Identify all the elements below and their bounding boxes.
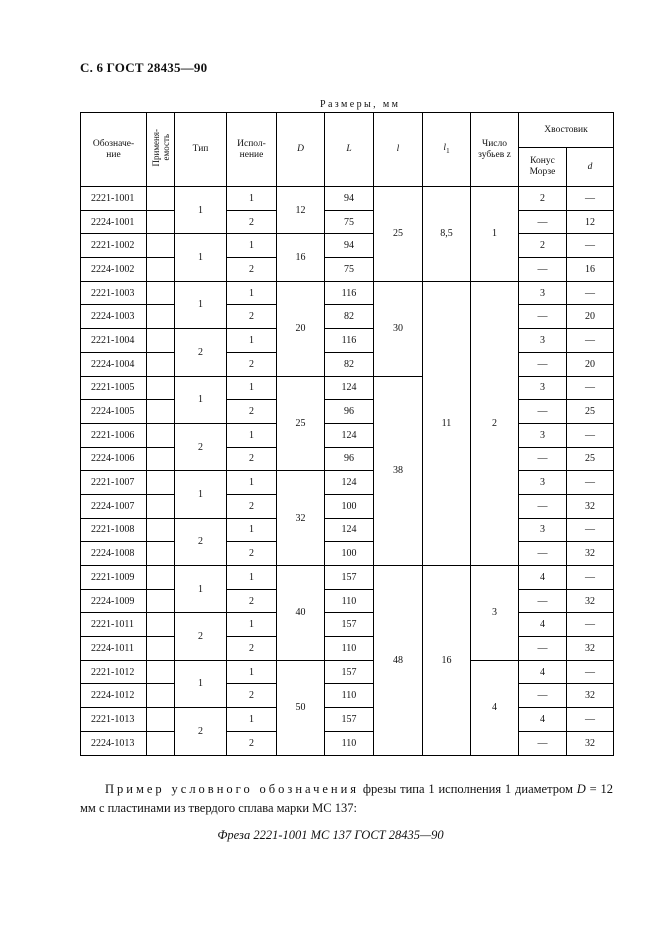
cell-L: 110 bbox=[325, 731, 374, 755]
cell-designation: 2224-1009 bbox=[81, 589, 147, 613]
cell-designation: 2224-1002 bbox=[81, 258, 147, 282]
cell-d: — bbox=[567, 518, 614, 542]
cell-applicability bbox=[147, 305, 175, 329]
cell-D: 40 bbox=[277, 566, 325, 661]
cell-L: 94 bbox=[325, 234, 374, 258]
cell-applicability bbox=[147, 589, 175, 613]
cell-d: — bbox=[567, 281, 614, 305]
cell-execution: 2 bbox=[227, 400, 277, 424]
cell-d: 32 bbox=[567, 684, 614, 708]
cell-applicability bbox=[147, 637, 175, 661]
table-row bbox=[81, 708, 614, 732]
cell-designation: 2224-1005 bbox=[81, 400, 147, 424]
cell-L: 75 bbox=[325, 258, 374, 282]
table-row bbox=[81, 660, 614, 684]
table-row bbox=[81, 637, 614, 661]
table-row bbox=[81, 542, 614, 566]
cell-teeth: 2 bbox=[471, 281, 519, 565]
cell-morse: — bbox=[519, 637, 567, 661]
example-var: D bbox=[576, 782, 586, 796]
cell-L: 75 bbox=[325, 210, 374, 234]
cell-d: — bbox=[567, 708, 614, 732]
cell-morse: 4 bbox=[519, 660, 567, 684]
cell-morse: 3 bbox=[519, 471, 567, 495]
cell-d: — bbox=[567, 234, 614, 258]
cell-morse: 4 bbox=[519, 566, 567, 590]
cell-type: 1 bbox=[175, 660, 227, 707]
cell-applicability bbox=[147, 258, 175, 282]
cell-d: — bbox=[567, 376, 614, 400]
cell-L: 157 bbox=[325, 660, 374, 684]
cell-execution: 1 bbox=[227, 376, 277, 400]
cell-designation: 2224-1007 bbox=[81, 494, 147, 518]
cell-D: 25 bbox=[277, 376, 325, 471]
table-row bbox=[81, 447, 614, 471]
cell-designation: 2221-1009 bbox=[81, 566, 147, 590]
cell-designation: 2221-1002 bbox=[81, 234, 147, 258]
cell-execution: 2 bbox=[227, 352, 277, 376]
cell-type: 1 bbox=[175, 187, 227, 234]
table-row bbox=[81, 494, 614, 518]
cell-L: 110 bbox=[325, 684, 374, 708]
cell-applicability bbox=[147, 329, 175, 353]
cell-d: — bbox=[567, 613, 614, 637]
cell-morse: — bbox=[519, 589, 567, 613]
cell-d: 32 bbox=[567, 589, 614, 613]
cell-applicability bbox=[147, 542, 175, 566]
table-row bbox=[81, 613, 614, 637]
cell-d: — bbox=[567, 423, 614, 447]
table-row bbox=[81, 210, 614, 234]
cell-morse: — bbox=[519, 210, 567, 234]
cell-D: 32 bbox=[277, 471, 325, 566]
header-l1: $l_1$ bbox=[423, 113, 471, 187]
cell-execution: 1 bbox=[227, 708, 277, 732]
cell-designation: 2221-1011 bbox=[81, 613, 147, 637]
cell-L: 100 bbox=[325, 542, 374, 566]
cell-designation: 2224-1013 bbox=[81, 731, 147, 755]
table-row bbox=[81, 684, 614, 708]
table-row bbox=[81, 376, 614, 400]
cell-applicability bbox=[147, 518, 175, 542]
cell-execution: 1 bbox=[227, 660, 277, 684]
example-paragraph bbox=[80, 780, 613, 818]
cell-morse: 3 bbox=[519, 518, 567, 542]
cell-d: 32 bbox=[567, 731, 614, 755]
cell-execution: 1 bbox=[227, 566, 277, 590]
cell-designation: 2221-1004 bbox=[81, 329, 147, 353]
cell-L: 82 bbox=[325, 352, 374, 376]
cell-type: 2 bbox=[175, 613, 227, 660]
cell-type: 1 bbox=[175, 566, 227, 613]
cell-d: — bbox=[567, 329, 614, 353]
cell-applicability bbox=[147, 352, 175, 376]
header-designation: Обозначе- ние bbox=[81, 113, 147, 187]
cell-teeth: 1 bbox=[471, 187, 519, 282]
table-row bbox=[81, 589, 614, 613]
cell-type: 1 bbox=[175, 471, 227, 518]
table-row bbox=[81, 400, 614, 424]
cell-morse: — bbox=[519, 542, 567, 566]
table-row bbox=[81, 305, 614, 329]
cell-morse: — bbox=[519, 494, 567, 518]
cell-morse: 4 bbox=[519, 613, 567, 637]
cell-designation: 2221-1013 bbox=[81, 708, 147, 732]
cell-designation: 2221-1001 bbox=[81, 187, 147, 211]
cell-l1: 11 bbox=[423, 281, 471, 565]
cell-D: 50 bbox=[277, 660, 325, 755]
cell-L: 124 bbox=[325, 423, 374, 447]
cell-applicability bbox=[147, 187, 175, 211]
cell-applicability bbox=[147, 234, 175, 258]
cell-d: 25 bbox=[567, 447, 614, 471]
cell-l: 30 bbox=[374, 281, 423, 376]
cell-execution: 1 bbox=[227, 329, 277, 353]
cell-l: 48 bbox=[374, 566, 423, 756]
cell-l1: 16 bbox=[423, 566, 471, 756]
cell-d: — bbox=[567, 187, 614, 211]
cell-morse: 2 bbox=[519, 187, 567, 211]
cell-morse: 2 bbox=[519, 234, 567, 258]
cell-morse: 3 bbox=[519, 281, 567, 305]
header-L: L bbox=[325, 113, 374, 187]
dimensions-table bbox=[80, 112, 614, 756]
cell-execution: 2 bbox=[227, 447, 277, 471]
cell-morse: — bbox=[519, 684, 567, 708]
cell-applicability bbox=[147, 471, 175, 495]
cell-type: 2 bbox=[175, 423, 227, 470]
cell-applicability bbox=[147, 731, 175, 755]
cell-execution: 1 bbox=[227, 281, 277, 305]
cell-execution: 1 bbox=[227, 518, 277, 542]
cell-type: 2 bbox=[175, 708, 227, 755]
cell-designation: 2224-1012 bbox=[81, 684, 147, 708]
cell-applicability bbox=[147, 613, 175, 637]
example-lead: Пример условного обозначения bbox=[105, 782, 360, 796]
cell-execution: 1 bbox=[227, 613, 277, 637]
cell-D: 16 bbox=[277, 234, 325, 281]
cell-execution: 2 bbox=[227, 210, 277, 234]
cell-applicability bbox=[147, 708, 175, 732]
table-row bbox=[81, 234, 614, 258]
cell-teeth: 3 bbox=[471, 566, 519, 661]
cell-morse: — bbox=[519, 305, 567, 329]
cell-L: 82 bbox=[325, 305, 374, 329]
cell-d: 32 bbox=[567, 637, 614, 661]
cell-type: 1 bbox=[175, 281, 227, 328]
cell-L: 110 bbox=[325, 637, 374, 661]
header-l: l bbox=[374, 113, 423, 187]
cell-designation: 2224-1011 bbox=[81, 637, 147, 661]
table-row bbox=[81, 329, 614, 353]
cell-L: 100 bbox=[325, 494, 374, 518]
cell-d: 32 bbox=[567, 494, 614, 518]
cell-type: 1 bbox=[175, 376, 227, 423]
cell-L: 124 bbox=[325, 376, 374, 400]
cell-L: 96 bbox=[325, 400, 374, 424]
cell-L: 116 bbox=[325, 329, 374, 353]
cell-applicability bbox=[147, 566, 175, 590]
cell-morse: — bbox=[519, 447, 567, 471]
header-shank: Хвостовик bbox=[519, 113, 614, 148]
cell-applicability bbox=[147, 447, 175, 471]
header-d: d bbox=[567, 148, 614, 187]
header-D: D bbox=[277, 113, 325, 187]
cell-L: 96 bbox=[325, 447, 374, 471]
cell-d: 16 bbox=[567, 258, 614, 282]
cell-L: 94 bbox=[325, 187, 374, 211]
cell-l1: 8,5 bbox=[423, 187, 471, 282]
example-text: фрезы типа 1 исполнения 1 диаметром bbox=[359, 782, 577, 796]
cell-execution: 2 bbox=[227, 258, 277, 282]
designation-example: Фреза 2221-1001 МС 137 ГОСТ 28435—90 bbox=[217, 828, 444, 842]
cell-applicability bbox=[147, 376, 175, 400]
cell-applicability bbox=[147, 423, 175, 447]
cell-morse: — bbox=[519, 258, 567, 282]
header-type: Тип bbox=[175, 113, 227, 187]
cell-d: 20 bbox=[567, 352, 614, 376]
cell-morse: — bbox=[519, 352, 567, 376]
header-applicability: Применя- емость bbox=[147, 113, 175, 187]
cell-L: 124 bbox=[325, 471, 374, 495]
table-row bbox=[81, 566, 614, 590]
cell-applicability bbox=[147, 281, 175, 305]
cell-d: — bbox=[567, 566, 614, 590]
cell-D: 12 bbox=[277, 187, 325, 234]
units-caption: Размеры, мм bbox=[320, 99, 401, 110]
cell-execution: 2 bbox=[227, 542, 277, 566]
cell-designation: 2221-1005 bbox=[81, 376, 147, 400]
cell-L: 124 bbox=[325, 518, 374, 542]
cell-execution: 2 bbox=[227, 305, 277, 329]
cell-type: 1 bbox=[175, 234, 227, 281]
cell-applicability bbox=[147, 684, 175, 708]
cell-type: 2 bbox=[175, 518, 227, 565]
cell-d: — bbox=[567, 660, 614, 684]
table-row bbox=[81, 352, 614, 376]
cell-execution: 1 bbox=[227, 187, 277, 211]
cell-morse: 3 bbox=[519, 329, 567, 353]
cell-L: 157 bbox=[325, 708, 374, 732]
cell-designation: 2224-1003 bbox=[81, 305, 147, 329]
example-text2: = 12 мм с пластинами из твердого сплава марки МС 137: bbox=[80, 782, 613, 815]
header-morse: Конус Морзе bbox=[519, 148, 567, 187]
cell-applicability bbox=[147, 400, 175, 424]
cell-d: 12 bbox=[567, 210, 614, 234]
cell-execution: 1 bbox=[227, 471, 277, 495]
header-execution: Испол- нение bbox=[227, 113, 277, 187]
table-row bbox=[81, 518, 614, 542]
cell-execution: 2 bbox=[227, 589, 277, 613]
cell-L: 110 bbox=[325, 589, 374, 613]
cell-L: 157 bbox=[325, 613, 374, 637]
cell-designation: 2221-1007 bbox=[81, 471, 147, 495]
header-teeth: Число зубьев z bbox=[471, 113, 519, 187]
table-row bbox=[81, 258, 614, 282]
table-row bbox=[81, 471, 614, 495]
cell-l: 38 bbox=[374, 376, 423, 566]
cell-applicability bbox=[147, 494, 175, 518]
cell-L: 157 bbox=[325, 566, 374, 590]
cell-designation: 2221-1008 bbox=[81, 518, 147, 542]
page-header: С. 6 ГОСТ 28435—90 bbox=[80, 60, 208, 75]
cell-morse: 4 bbox=[519, 708, 567, 732]
cell-designation: 2221-1003 bbox=[81, 281, 147, 305]
cell-designation: 2224-1001 bbox=[81, 210, 147, 234]
cell-designation: 2224-1006 bbox=[81, 447, 147, 471]
cell-d: 25 bbox=[567, 400, 614, 424]
cell-designation: 2224-1004 bbox=[81, 352, 147, 376]
cell-execution: 2 bbox=[227, 684, 277, 708]
cell-teeth: 4 bbox=[471, 660, 519, 755]
cell-l: 25 bbox=[374, 187, 423, 282]
cell-L: 116 bbox=[325, 281, 374, 305]
cell-execution: 2 bbox=[227, 637, 277, 661]
cell-d: — bbox=[567, 471, 614, 495]
cell-applicability bbox=[147, 210, 175, 234]
cell-D: 20 bbox=[277, 281, 325, 376]
cell-morse: — bbox=[519, 400, 567, 424]
cell-applicability bbox=[147, 660, 175, 684]
cell-type: 2 bbox=[175, 329, 227, 376]
cell-morse: 3 bbox=[519, 376, 567, 400]
cell-execution: 2 bbox=[227, 494, 277, 518]
cell-morse: 3 bbox=[519, 423, 567, 447]
cell-execution: 2 bbox=[227, 731, 277, 755]
cell-designation: 2221-1006 bbox=[81, 423, 147, 447]
cell-morse: — bbox=[519, 731, 567, 755]
table-row bbox=[81, 731, 614, 755]
cell-execution: 1 bbox=[227, 234, 277, 258]
cell-d: 20 bbox=[567, 305, 614, 329]
cell-d: 32 bbox=[567, 542, 614, 566]
table-row bbox=[81, 187, 614, 211]
cell-designation: 2224-1008 bbox=[81, 542, 147, 566]
table-row bbox=[81, 281, 614, 305]
cell-designation: 2221-1012 bbox=[81, 660, 147, 684]
table-row bbox=[81, 423, 614, 447]
cell-execution: 1 bbox=[227, 423, 277, 447]
